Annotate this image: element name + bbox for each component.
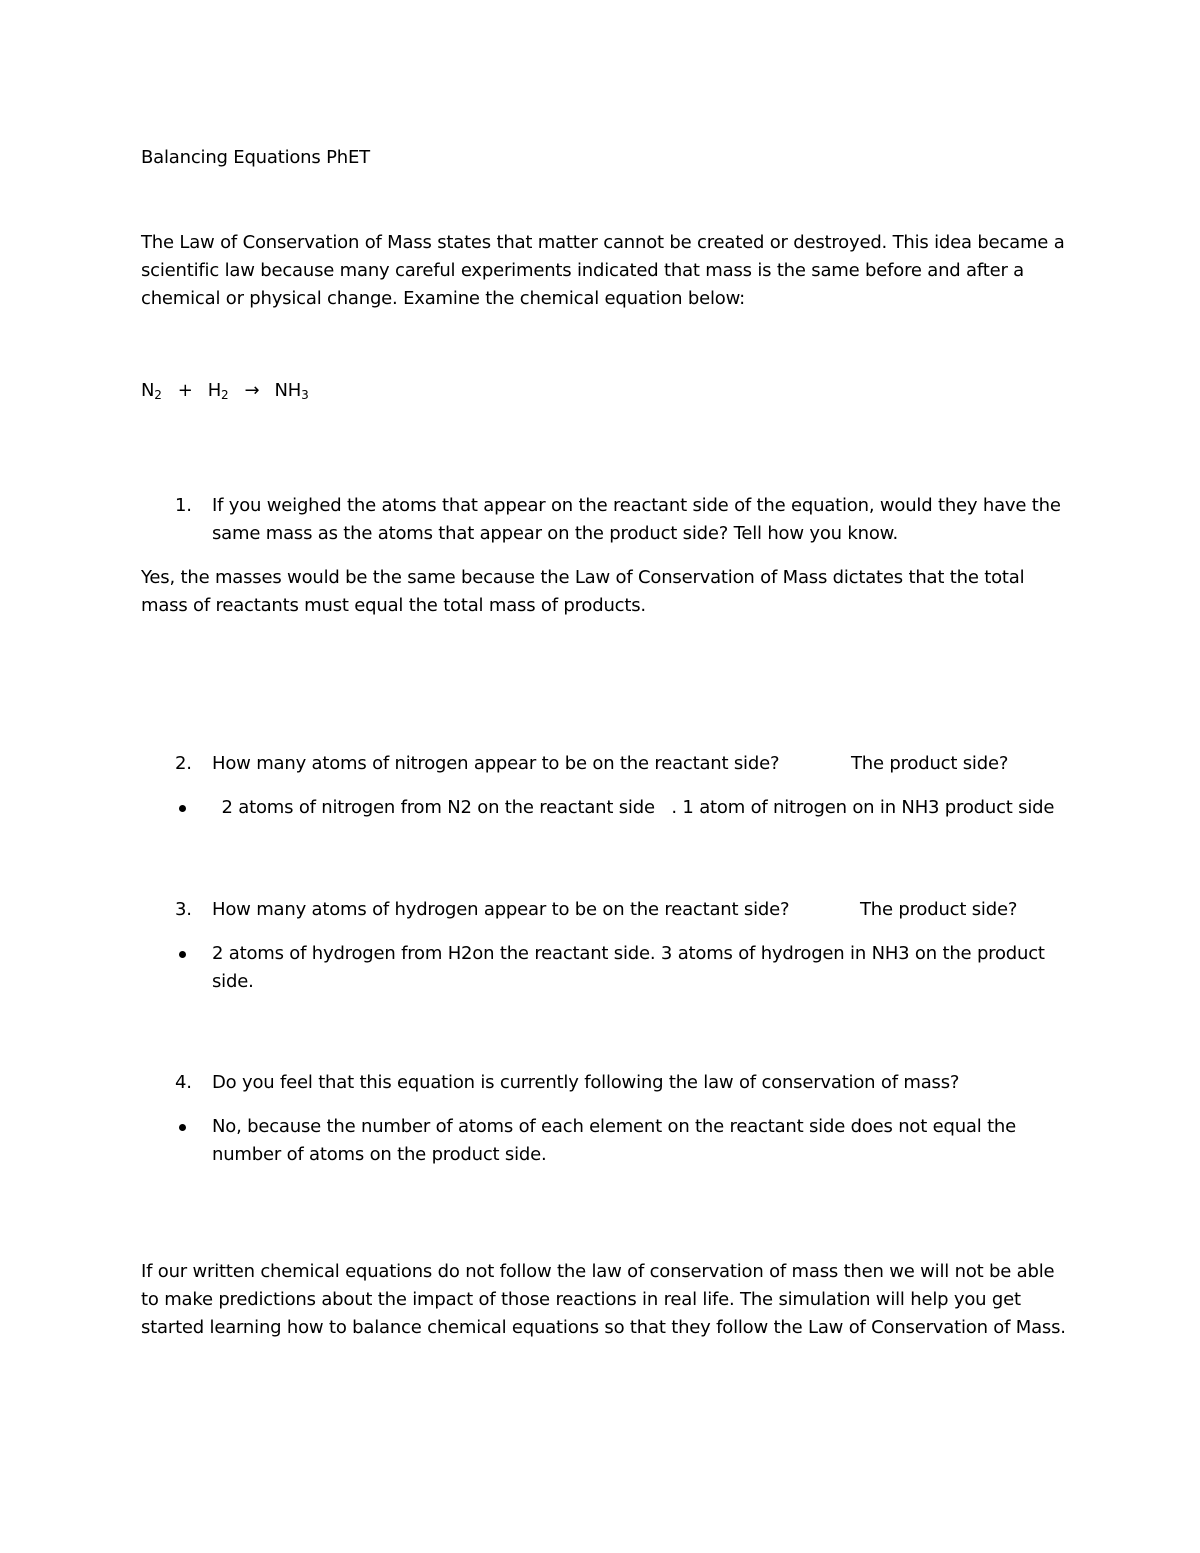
chemical-equation xyxy=(141,377,309,405)
answer-text: 2 atoms of hydrogen from H2on the reactant side. 3 atoms of hydrogen in NH3 on the product side. xyxy=(212,943,1045,992)
question-2 xyxy=(175,750,1065,778)
question-4 xyxy=(175,1069,1065,1097)
question-number: 3. xyxy=(175,899,192,920)
question-number: 2. xyxy=(175,753,192,774)
answer-text: 2 atoms of nitrogen from N2 on the reactant side . 1 atom of nitrogen on in NH3 product side xyxy=(216,797,1055,818)
answer-1: Yes, the masses would be the same because the Law of Conservation of Mass dictates that the total mass of reactants must equal the total mass of products. xyxy=(141,567,1025,616)
question-3 xyxy=(175,896,1065,924)
closing-paragraph: If our written chemical equations do not follow the law of conservation of mass then we will not be able to make predictions about the impact of those reactions in real life. The simulation will help you get started learning how to balance chemical equations so that they follow the Law of Conservation of Mass. xyxy=(141,1261,1066,1338)
answer-4 xyxy=(175,1113,1065,1169)
reactant-nitrogen: $N_2$ xyxy=(141,380,162,402)
bullet-icon xyxy=(179,951,186,958)
question-text: How many atoms of nitrogen appear to be on the reactant side? xyxy=(212,753,780,774)
plus-sign: + xyxy=(177,380,193,401)
answer-text: No, because the number of atoms of each element on the reactant side does not equal the number of atoms on the product side. xyxy=(212,1116,1017,1165)
product-ammonia: $NH_3$ xyxy=(274,380,309,402)
question-1 xyxy=(175,492,1065,548)
product-side-prompt: The product side? xyxy=(851,753,1009,774)
question-text: How many atoms of hydrogen appear to be on the reactant side? xyxy=(212,899,790,920)
question-number: 1. xyxy=(175,495,192,516)
answer-3 xyxy=(175,940,1065,996)
bullet-icon xyxy=(179,1124,186,1131)
product-side-prompt: The product side? xyxy=(860,899,1018,920)
question-number: 4. xyxy=(175,1072,192,1093)
question-text: If you weighed the atoms that appear on the reactant side of the equation, would they have the same mass as the atoms that appear on the product side? Tell how you know. xyxy=(212,495,1061,544)
question-text: Do you feel that this equation is currently following the law of conservation of mass? xyxy=(212,1072,960,1093)
reactant-hydrogen: $H_2$ xyxy=(207,380,229,402)
intro-paragraph: The Law of Conservation of Mass states that matter cannot be created or destroyed. This idea became a scientific law because many careful experiments indicated that mass is the same before and after a chemical or physical change. Examine the chemical equation below: xyxy=(141,232,1065,309)
answer-2 xyxy=(175,794,1065,822)
document-title: Balancing Equations PhET xyxy=(141,147,370,168)
reaction-arrow: → xyxy=(244,380,260,401)
bullet-icon xyxy=(179,805,186,812)
